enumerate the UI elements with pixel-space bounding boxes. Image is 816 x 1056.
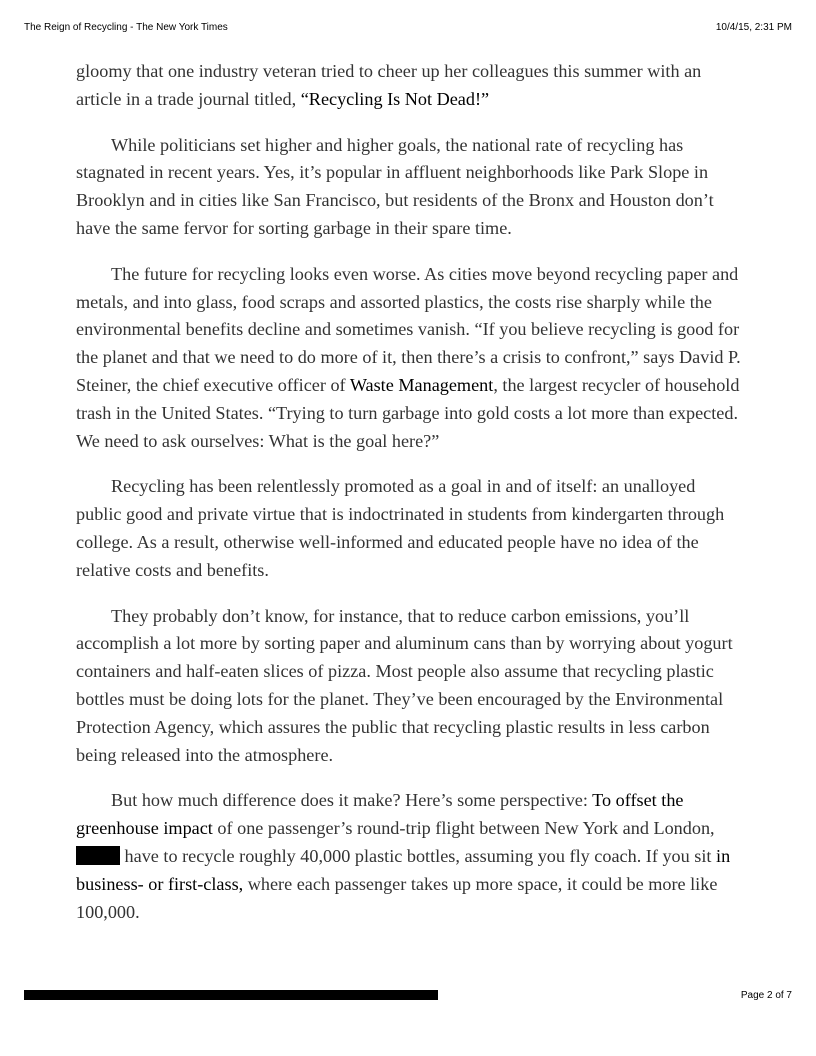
print-timestamp: 10/4/15, 2:31 PM	[715, 22, 792, 33]
paragraph-1	[76, 58, 744, 114]
paragraph-3-text-a: The future for recycling looks even worse. As cities move beyond recycling paper and metals, and into glass, food scraps and assorted plastics, the costs rise sharply while the environmental benefits decline and sometimes vanish. “If you believe recycling is good for the planet and that we need to do more of it, then there’s a crisis to confront,” says David P. Steiner, the chief executive officer of	[76, 263, 741, 395]
recycling-is-not-dead-link[interactable]: “Recycling Is Not Dead!”	[300, 88, 490, 109]
paragraph-3	[76, 261, 744, 456]
paragraph-6-text-b: of one passenger’s round-trip flight between New York and London,	[212, 818, 715, 839]
paragraph-6-text-c: have to recycle roughly 40,000 plastic bottles, assuming you fly coach. If you sit	[120, 845, 717, 866]
paragraph-6-text-d: where each passenger takes up more space, it could be more like 100,000.	[76, 873, 718, 922]
paragraph-5: They probably don’t know, for instance, that to reduce carbon emissions, you’ll accomplish a lot more by sorting paper and aluminum cans than by worrying about yogurt containers and half-eaten slices of pizza. Most people also assume that recycling plastic bottles must be doing lots for the planet. They’ve been encouraged by the Environmental Protection Agency, which assures the public that recycling plastic results in less carbon being released into the atmosphere.	[76, 605, 733, 765]
business-first-class-link[interactable]: in business- or first-class,	[76, 845, 731, 894]
paragraph-1-text: gloomy that one industry veteran tried to cheer up her colleagues this summer with an article in a trade journal titled,	[76, 61, 702, 109]
page-number: Page 2 of 7	[740, 990, 792, 1001]
page-title: The Reign of Recycling - The New York Times	[24, 22, 228, 33]
paragraph-6-text-a: But how much difference does it make? Here’s some perspective:	[111, 790, 593, 811]
paragraph-3-text-b: , the largest recycler of household trash in the United States. “Trying to turn garbage into gold costs a lot more than expected. We need to ask ourselves: What is the goal here?”	[76, 374, 740, 451]
print-header	[24, 22, 792, 33]
greenhouse-impact-link[interactable]: To offset the greenhouse impact	[76, 790, 684, 839]
paragraph-2: While politicians set higher and higher goals, the national rate of recycling has stagnated in recent years. Yes, it’s popular in affluent neighborhoods like Park Slope in Brooklyn and in cities like San Francisco, but residents of the Bronx and Houston don’t have the same fervor for sorting garbage in their spare time.	[76, 134, 714, 238]
paragraph-6	[76, 787, 744, 926]
redaction-block	[76, 846, 120, 865]
waste-management-link[interactable]: Waste Management	[349, 374, 494, 395]
paragraph-4: Recycling has been relentlessly promoted as a goal in and of itself: an unalloyed public good and private virtue that is indoctrinated in students from kindergarten through college. As a result, otherwise well-informed and educated people have no idea of the relative costs and benefits.	[76, 476, 725, 580]
footer-url-redaction	[24, 990, 438, 1000]
article-body	[76, 58, 744, 944]
